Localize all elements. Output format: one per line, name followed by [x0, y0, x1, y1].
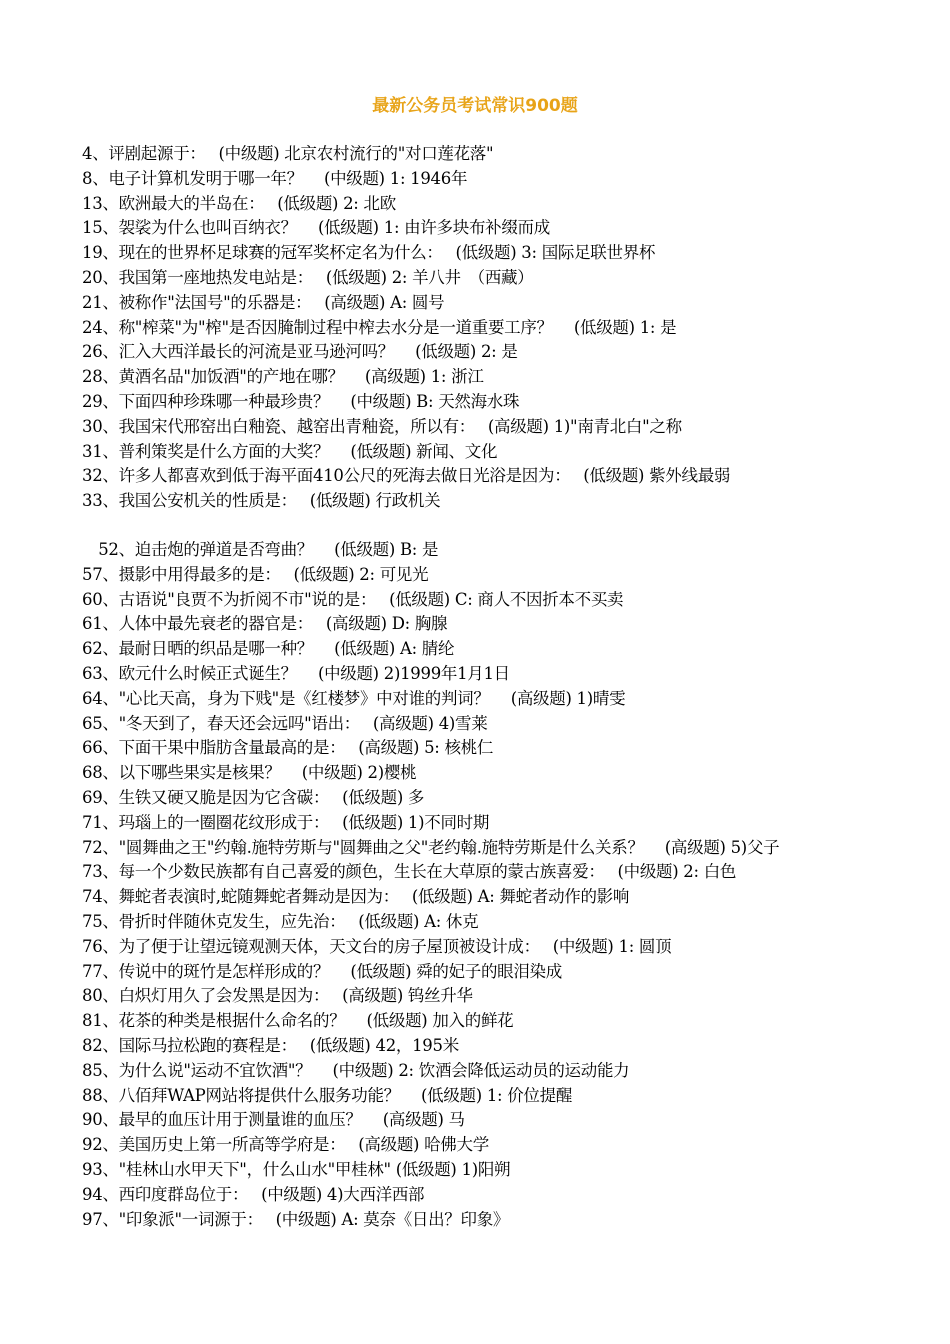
question-item: 85、为什么说"运动不宜饮酒"？ (中级题) 2: 饮酒会降低运动员的运动能力: [82, 1060, 630, 1080]
question-item: 26、汇入大西洋最长的河流是亚马逊河吗？ (低级题) 2: 是: [82, 342, 518, 362]
question-item: 74、舞蛇者表演时,蛇随舞蛇者舞动是因为： (低级题) A: 舞蛇者动作的影响: [82, 887, 630, 907]
question-item: 8、电子计算机发明于哪一年？ (中级题) 1: 1946年: [82, 168, 468, 188]
question-item: 93、"桂林山水甲天下"，什么山水"甲桂林" (低级题) 1)阳朔: [82, 1159, 511, 1179]
question-item: 62、最耐日晒的织品是哪一种？ (低级题) A: 腈纶: [82, 639, 455, 659]
question-item: 31、普利策奖是什么方面的大奖？ (低级题) 新闻、文化: [82, 441, 498, 461]
question-item: 77、传说中的斑竹是怎样形成的？ (低级题) 舜的妃子的眼泪染成: [82, 961, 562, 981]
question-item: 81、花茶的种类是根据什么命名的？ (低级题) 加入的鲜花: [82, 1011, 514, 1031]
question-item: 75、骨折时伴随休克发生，应先治： (低级题) A: 休克: [82, 911, 479, 931]
question-item: 29、下面四种珍珠哪一种最珍贵？ (中级题) B: 天然海水珠: [82, 391, 520, 411]
question-item: 73、每一个少数民族都有自己喜爱的颜色，生长在大草原的蒙古族喜爱： (中级题) 2: 白色: [82, 862, 737, 882]
question-item: 60、古语说"良贾不为折阅不市"说的是： (低级题) C: 商人不因折本不买卖: [82, 589, 624, 609]
question-list-2: [82, 538, 942, 1232]
question-item: 32、许多人都喜欢到低于海平面410公尺的死海去做日光浴是因为： (低级题) 紫外线最弱: [82, 466, 731, 486]
question-item: 88、八佰拜WAP网站将提供什么服务功能？ (低级题) 1: 价位提醒: [82, 1085, 573, 1105]
question-item: 66、下面干果中脂肪含量最高的是： (高级题) 5: 核桃仁: [82, 738, 494, 758]
question-item: 20、我国第一座地热发电站是： (低级题) 2: 羊八井 （西藏）: [82, 267, 534, 287]
question-item: 76、为了便于让望远镜观测天体，天文台的房子屋顶被设计成： (中级题) 1: 圆顶: [82, 936, 672, 956]
question-item: 65、"冬天到了，春天还会远吗"语出： (高级题) 4)雪莱: [82, 713, 488, 733]
question-item: 92、美国历史上第一所高等学府是： (高级题) 哈佛大学: [82, 1135, 489, 1155]
question-item: 69、生铁又硬又脆是因为它含碳： (低级题) 多: [82, 787, 425, 807]
question-item: 21、被称作"法国号"的乐器是： (高级题) A: 圆号: [82, 292, 445, 312]
question-item: 33、我国公安机关的性质是： (低级题) 行政机关: [82, 491, 441, 511]
question-item: 80、白炽灯用久了会发黑是因为： (高级题) 钨丝升华: [82, 986, 473, 1006]
question-item: 13、欧洲最大的半岛在： (低级题) 2: 北欧: [82, 193, 396, 213]
question-item: 61、人体中最先衰老的器官是： (高级题) D: 胸腺: [82, 614, 448, 634]
question-item: 24、称"榨菜"为"榨"是否因腌制过程中榨去水分是一道重要工序？ (低级题) 1: 是: [82, 317, 677, 337]
question-item: 19、现在的世界杯足球赛的冠军奖杯定名为什么： (低级题) 3: 国际足联世界杯: [82, 243, 656, 263]
question-item: 15、袈裟为什么也叫百纳衣？ (低级题) 1: 由许多块布补缀而成: [82, 218, 550, 238]
question-item: 82、国际马拉松跑的赛程是： (低级题) 42，195米: [82, 1035, 459, 1055]
question-item: 30、我国宋代邢窑出白釉瓷、越窑出青釉瓷，所以有： (高级题) 1)"南青北白"之称: [82, 416, 682, 436]
page-title: 最新公务员考试常识900题: [372, 96, 578, 116]
question-item: 68、以下哪些果实是核果？ (中级题) 2)樱桃: [82, 763, 417, 783]
question-item: 94、西印度群岛位于： (中级题) 4)大西洋西部: [82, 1184, 425, 1204]
question-item: 4、评剧起源于： (中级题) 北京农村流行的"对口莲花落": [82, 144, 494, 163]
question-item: 72、"圆舞曲之王"约翰.施特劳斯与"圆舞曲之父"老约翰.施特劳斯是什么关系？ (高级题) 5)父子: [82, 837, 780, 857]
question-item: 52、迫击炮的弹道是否弯曲？ (低级题) B: 是: [82, 540, 439, 559]
question-item: 97、"印象派"一词源于： (中级题) A: 莫奈《日出？印象》: [82, 1209, 510, 1229]
question-item: 28、黄酒名品"加饭酒"的产地在哪？ (高级题) 1: 浙江: [82, 367, 484, 387]
question-list-1: [82, 142, 942, 514]
question-item: 57、摄影中用得最多的是： (低级题) 2: 可见光: [82, 564, 429, 584]
question-item: 71、玛瑙上的一圈圈花纹形成于： (低级题) 1)不同时期: [82, 812, 490, 832]
question-item: 90、最早的血压计用于测量谁的血压？ (高级题) 马: [82, 1110, 465, 1130]
question-item: 64、"心比天高，身为下贱"是《红楼梦》中对谁的判词？ (高级题) 1)晴雯: [82, 688, 626, 708]
question-item: 63、欧元什么时候正式诞生？ (中级题) 2)1999年1月1日: [82, 663, 510, 683]
